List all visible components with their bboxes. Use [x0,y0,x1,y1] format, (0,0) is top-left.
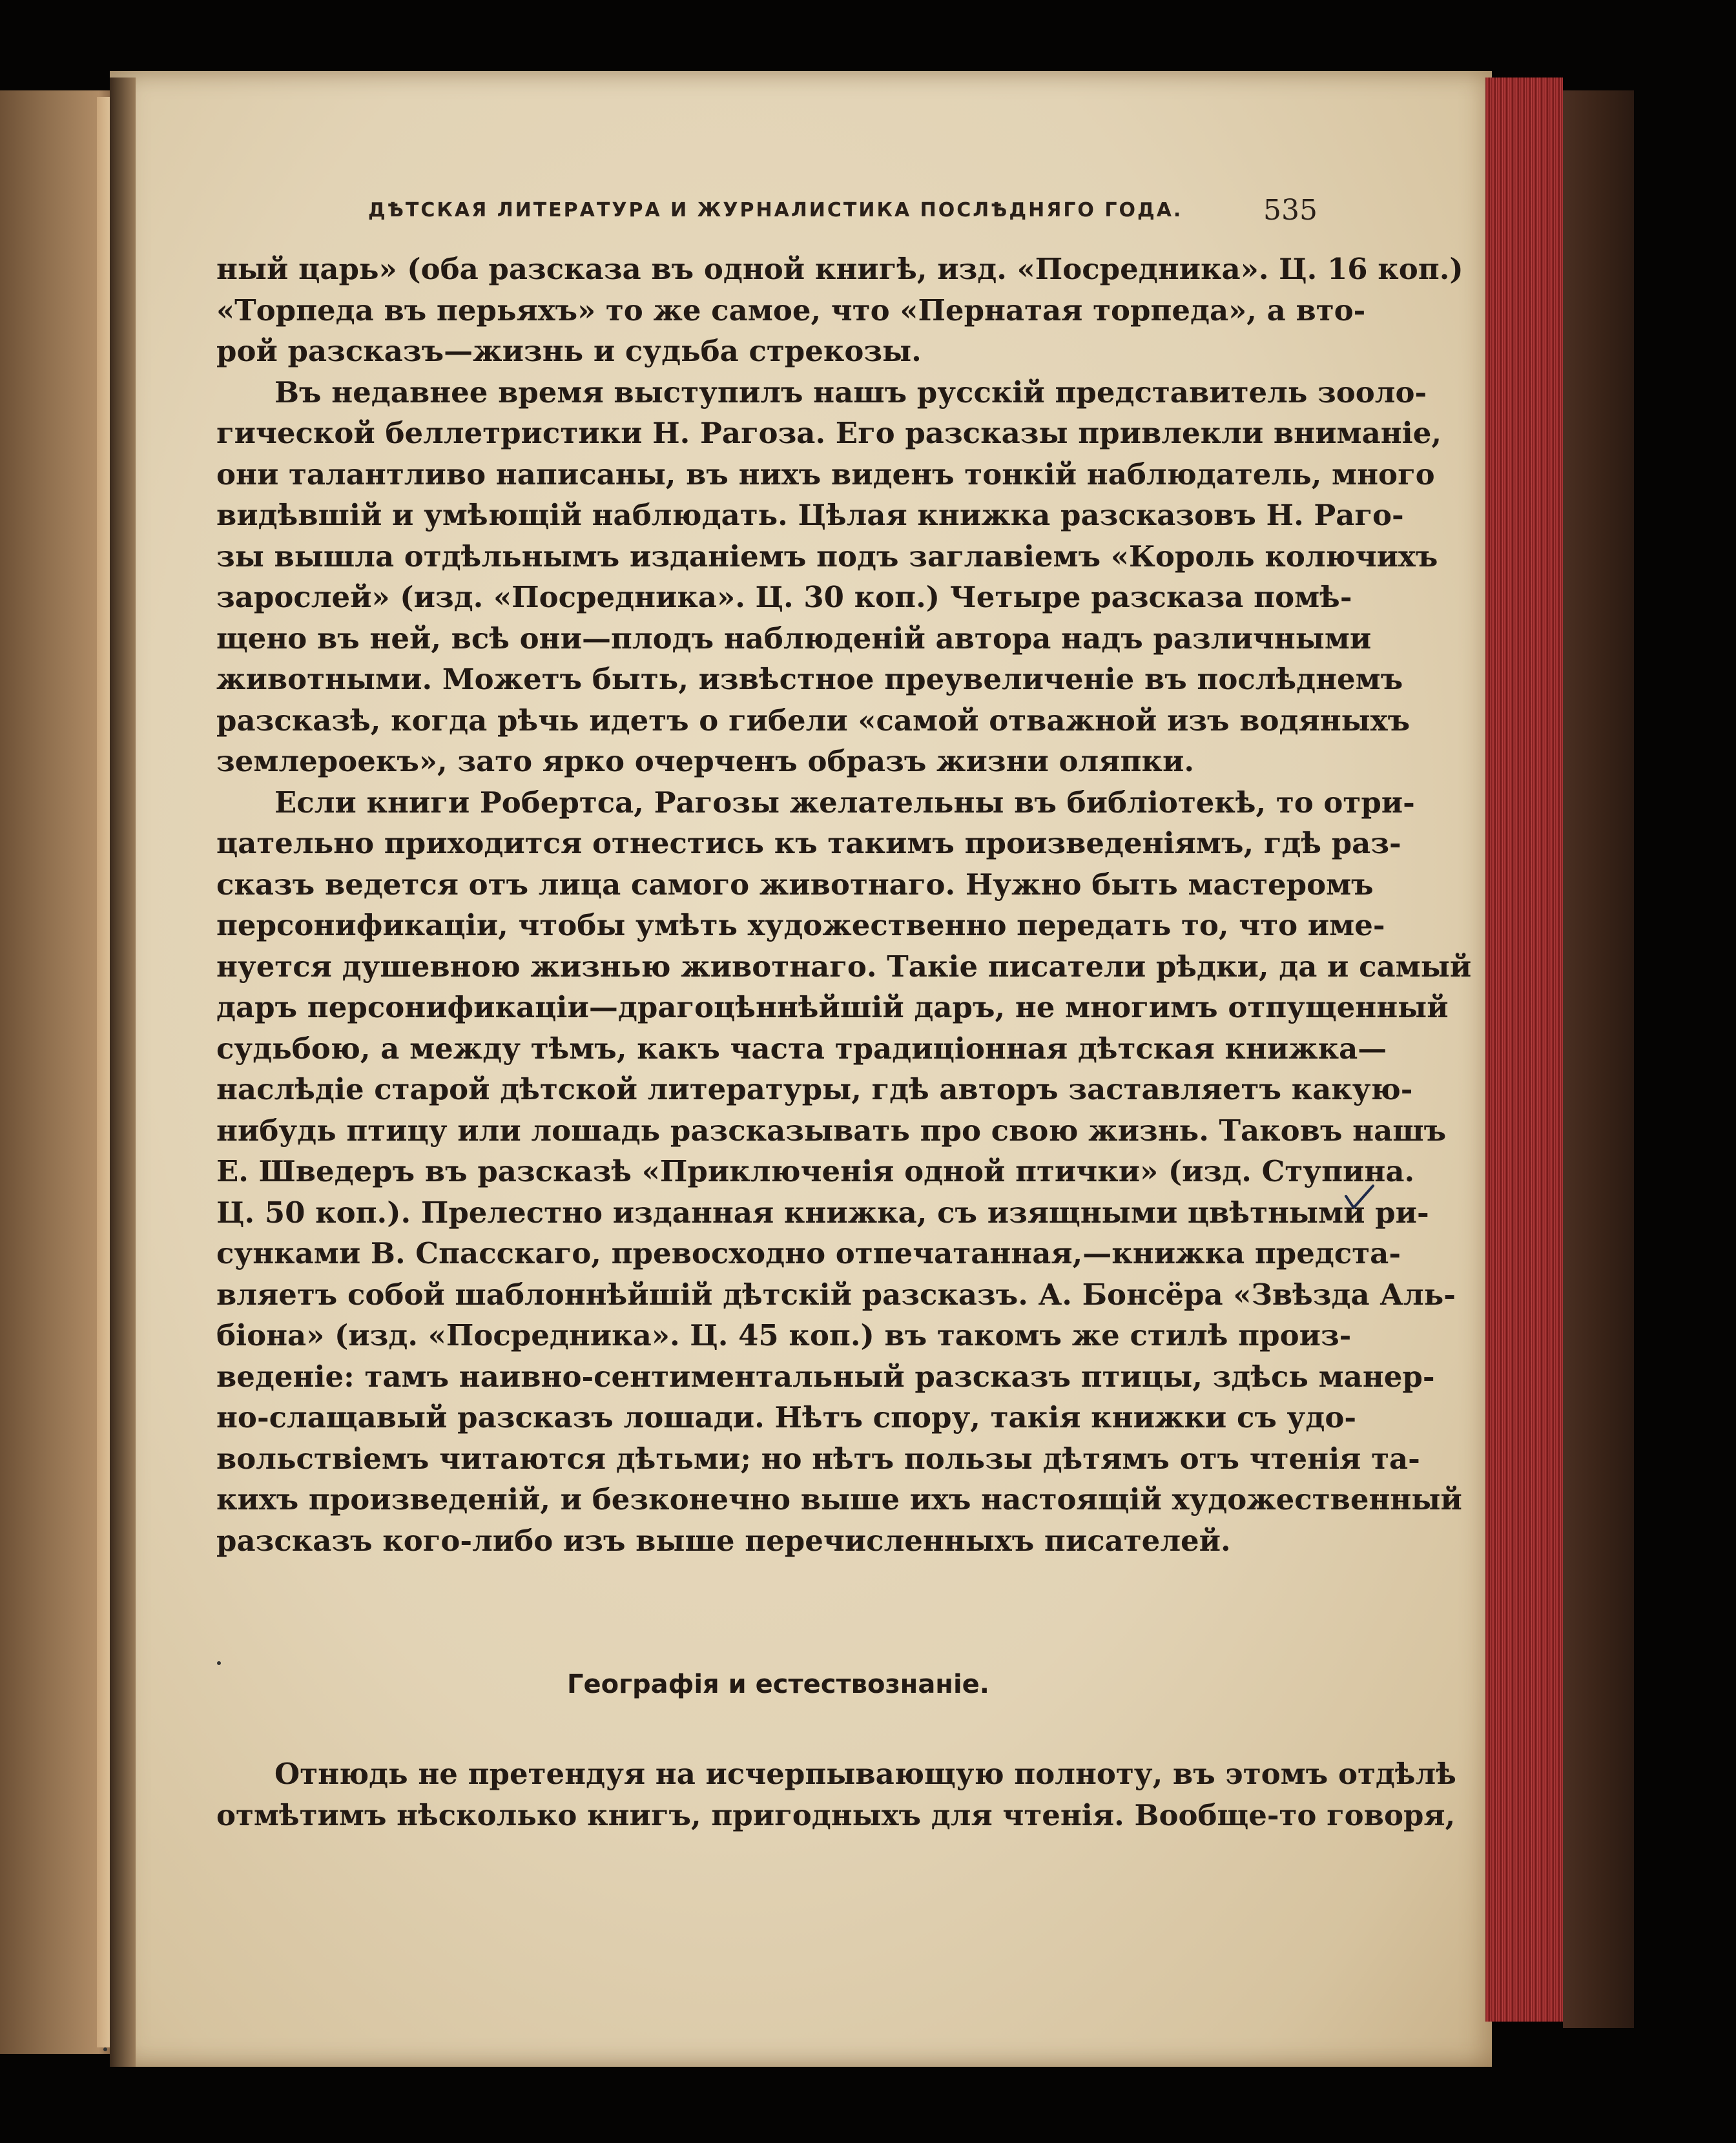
text-line: сказъ ведется отъ лица самого животнаго. Нужно быть мастеромъ [216,867,1374,902]
running-head [258,194,1318,233]
text-line: животными. Можетъ быть, извѣстное преувеличеніе въ послѣднемъ [216,662,1403,696]
book-gutter [110,78,136,2067]
text-line: землероекъ», зато ярко очерченъ образъ жизни оляпки. [216,744,1194,778]
section-heading: Географія и естествознаніе. [567,1670,989,1699]
text-line: «Торпеда въ перьяхъ» то же самое, что «Пернатая торпеда», а вто- [216,293,1366,327]
text-line: Ц. 50 коп.). Прелестно изданная книжка, съ изящными цвѣтными ри- [216,1195,1429,1230]
text-line: отмѣтимъ нѣсколько книгъ, пригодныхъ для чтенія. Вообще-то говоря, [216,1797,1456,1832]
text-line: Если книги Робертса, Рагозы желательны въ библіотекѣ, то отри- [274,785,1415,820]
text-line: кихъ произведеній, и безконечно выше ихъ настоящій художественный [216,1482,1462,1517]
section-text [216,1754,1456,1836]
margin-speck [103,2047,107,2051]
text-line: персонификаціи, чтобы умѣть художественно передать то, что име- [216,908,1385,942]
checkmark-icon [1343,1182,1376,1214]
text-line: рой разсказъ—жизнь и судьба стрекозы. [216,334,922,368]
text-line: щено въ ней, всѣ они—плодъ наблюденій автора надъ различными [216,621,1372,656]
text-line: видѣвшій и умѣющій наблюдать. Цѣлая книжка разсказовъ Н. Раго- [216,498,1404,532]
text-line: Отнюдь не претендуя на исчерпывающую полноту, въ этомъ отдѣлѣ [274,1757,1456,1791]
page-number: 535 [1263,194,1318,227]
text-line: вляетъ собой шаблоннѣйшій дѣтскій разсказъ. А. Бонсёра «Звѣзда Аль- [216,1277,1456,1312]
text-line: цательно приходится отнестись къ такимъ произведеніямъ, гдѣ раз- [216,826,1401,860]
text-line: нибудь птицу или лошадь разсказывать про свою жизнь. Таковъ нашъ [216,1113,1447,1148]
text-line: но-слащавый разсказъ лошади. Нѣтъ спору, такія книжки съ удо- [216,1400,1357,1434]
red-page-edges [1485,78,1563,2022]
book-cover-edge [1563,90,1634,2028]
text-line: Е. Шведеръ въ разсказѣ «Приключенія одной птички» (изд. Ступина. [216,1154,1415,1188]
text-line: разсказъ кого-либо изъ выше перечисленныхъ писателей. [216,1523,1231,1558]
text-line: Въ недавнее время выступилъ нашъ русскій представитель зооло- [274,375,1427,409]
text-line: вольствіемъ читаются дѣтьми; но нѣтъ пользы дѣтямъ отъ чтенія та- [216,1441,1420,1476]
text-line: біона» (изд. «Посредника». Ц. 45 коп.) въ такомъ же стилѣ произ- [216,1318,1352,1352]
text-line: нуется душевною жизнью животнаго. Такіе писатели рѣдки, да и самый [216,949,1472,984]
margin-speck [217,1661,221,1665]
running-title: ДѢТСКАЯ ЛИТЕРАТУРА И ЖУРНАЛИСТИКА ПОСЛѢДНЯГО ГОДА. [368,199,1183,222]
text-line: даръ персонификаціи—драгоцѣннѣйшій даръ, не многимъ отпущенный [216,990,1449,1024]
text-line: судьбою, а между тѣмъ, какъ часта традиціонная дѣтская книжка— [216,1031,1387,1066]
text-line: они талантливо написаны, въ нихъ виденъ тонкій наблюдатель, много [216,457,1435,492]
text-line: сунками В. Спасскаго, превосходно отпечатанная,—книжка предста- [216,1236,1401,1270]
text-line: наслѣдіе старой дѣтской литературы, гдѣ авторъ заставляетъ какую- [216,1072,1413,1106]
text-line: ный царь» (оба разсказа въ одной книгѣ, изд. «Посредника». Ц. 16 коп.) [216,252,1463,286]
text-line: гической беллетристики Н. Рагоза. Его разсказы привлекли вниманіе, [216,416,1442,450]
text-line: веденіе: тамъ наивно-сентиментальный разсказъ птицы, здѣсь манер- [216,1359,1435,1394]
text-line: зы вышла отдѣльнымъ изданіемъ подъ заглавіемъ «Король колючихъ [216,539,1438,574]
body-text [216,249,1472,1561]
text-line: разсказѣ, когда рѣчь идетъ о гибели «самой отважной изъ водяныхъ [216,703,1410,738]
text-line: зарослей» (изд. «Посредника». Ц. 30 коп.) Четыре разсказа помѣ- [216,580,1352,614]
